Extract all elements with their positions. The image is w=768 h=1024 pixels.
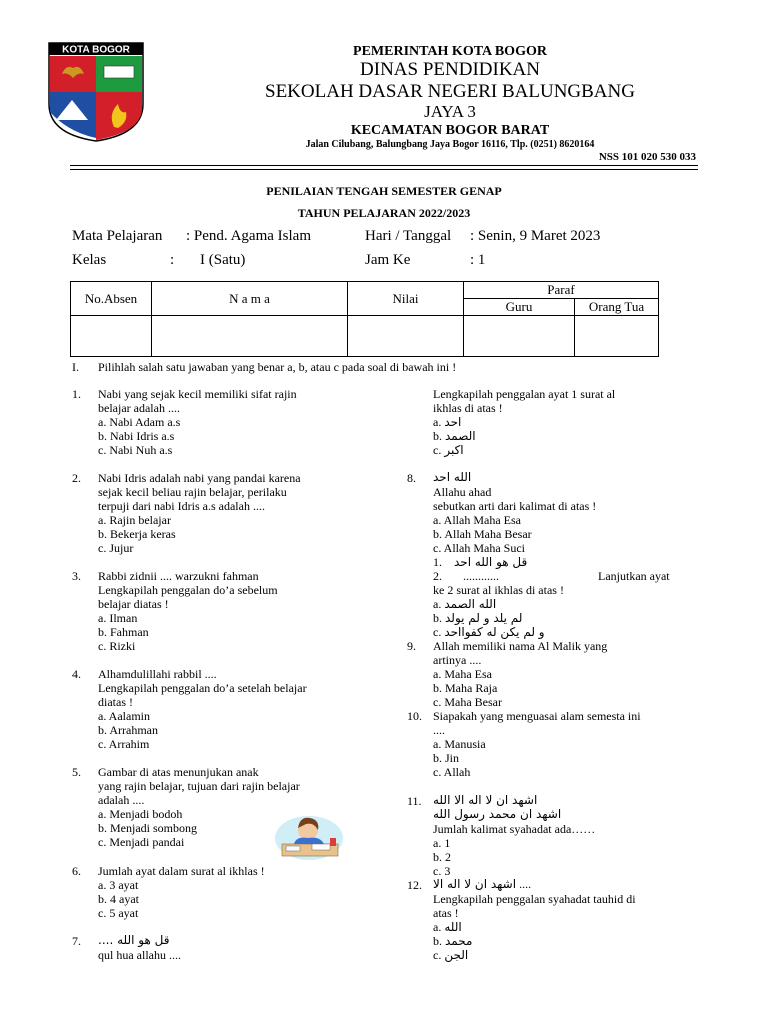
option-a[interactable]: a. Maha Esa — [433, 667, 492, 681]
question-number: 5. — [72, 765, 81, 779]
header-school-number: JAYA 3 — [424, 102, 476, 121]
cell-guru[interactable] — [464, 316, 575, 357]
question-text: .... — [433, 723, 445, 737]
question-text: adalah .... — [98, 793, 145, 807]
question-text: Lengkapilah penggalan ayat 1 surat al — [433, 387, 616, 401]
header-rule — [70, 165, 698, 166]
option-c[interactable]: c. 5 ayat — [98, 906, 139, 920]
question-text: Nabi yang sejak kecil memiliki sifat rajin — [98, 387, 297, 401]
question-number: 7. — [72, 934, 81, 948]
option-b[interactable]: b. Jin — [433, 751, 460, 765]
cell-absen[interactable] — [71, 316, 152, 357]
option-c[interactable]: c. Arrahim — [98, 737, 150, 751]
option-c[interactable]: c. Jujur — [98, 541, 134, 555]
option-a[interactable]: a. 1 — [433, 836, 451, 850]
option-a[interactable]: a. 3 ayat — [98, 878, 139, 892]
question-text: yang rajin belajar, tujuan dari rajin belajar — [98, 779, 300, 793]
option-a[interactable]: a. Menjadi bodoh — [98, 807, 183, 821]
date-value: : Senin, 9 Maret 2023 — [470, 228, 601, 244]
question-number: 8. — [407, 471, 416, 485]
option-c[interactable]: c. Menjadi pandai — [98, 835, 185, 849]
option-b[interactable]: b. Fahman — [98, 625, 149, 639]
hour-value: : 1 — [470, 252, 486, 268]
question-text: diatas ! — [98, 695, 133, 709]
question-text: Allahu ahad — [433, 485, 492, 499]
question-text: Lengkapilah penggalan syahadat tauhid di — [433, 892, 636, 906]
question-number: 3. — [72, 569, 81, 583]
score-table — [70, 281, 659, 357]
question-text: Lengkapilah penggalan do’a setelah belajar — [98, 681, 307, 695]
option-a[interactable]: a. احد — [433, 415, 462, 429]
kota-bogor-logo — [48, 42, 144, 142]
option-b[interactable]: b. Bekerja keras — [98, 527, 176, 541]
question-arabic-text: اشهد ان محمد رسول الله — [433, 807, 562, 821]
question-text: belajar adalah .... — [98, 401, 180, 415]
option-b[interactable]: b. 4 ayat — [98, 892, 139, 906]
question-text: Alhamdulillahi rabbil .... — [98, 667, 217, 681]
header-rule-thin — [70, 169, 698, 170]
option-b[interactable]: b. محمد — [433, 934, 473, 948]
option-a[interactable]: a. الله الصمد — [433, 597, 497, 611]
option-a[interactable]: a. Allah Maha Esa — [433, 513, 521, 527]
question-text: sejak kecil beliau rajin belajar, perilaku — [98, 485, 287, 499]
question-number: 9. — [407, 639, 416, 653]
question-text: terpuji dari nabi Idris a.s adalah .... — [98, 499, 265, 513]
question-text: ke 2 surat al ikhlas di atas ! — [433, 583, 564, 597]
question-number: 4. — [72, 667, 81, 681]
cell-nama[interactable] — [152, 316, 348, 357]
subject-value: : Pend. Agama Islam — [186, 228, 311, 244]
option-c[interactable]: c. Nabi Nuh a.s — [98, 443, 173, 457]
question-text: Lanjutkan ayat — [598, 569, 670, 583]
question-text: sebutkan arti dari kalimat di atas ! — [433, 499, 597, 513]
question-arabic-text: اشهد ان لا اله الا .... — [433, 877, 532, 891]
option-c[interactable]: c. الجن — [433, 948, 469, 962]
option-c[interactable]: c. Rizki — [98, 639, 136, 653]
question-number: 6. — [72, 864, 81, 878]
header-district: KECAMATAN BOGOR BARAT — [350, 123, 550, 138]
date-label: Hari / Tanggal — [365, 228, 452, 244]
question-text: Jumlah kalimat syahadat ada…… — [433, 822, 596, 836]
col-nilai: Nilai — [348, 282, 464, 316]
question-number: 11. — [407, 794, 422, 808]
option-c[interactable]: c. 3 — [433, 864, 451, 878]
col-orang-tua: Orang Tua — [575, 299, 659, 316]
option-a[interactable]: a. Manusia — [433, 737, 486, 751]
col-paraf: Paraf — [464, 282, 659, 299]
exam-title: PENILAIAN TENGAH SEMESTER GENAP — [266, 184, 502, 198]
option-b[interactable]: b. الصمد — [433, 429, 476, 443]
question-number: 2. — [72, 471, 81, 485]
option-c[interactable]: c. و لم يكن له كفوااحد — [433, 625, 545, 639]
cell-orang-tua[interactable] — [575, 316, 659, 357]
header-school-name: SEKOLAH DASAR NEGERI BALUNGBANG — [265, 81, 635, 102]
question-arabic-text: قل هو الله .... — [98, 933, 170, 947]
option-b[interactable]: b. 2 — [433, 850, 451, 864]
question-text: ikhlas di atas ! — [433, 401, 503, 415]
question-text: belajar diatas ! — [98, 597, 169, 611]
col-nama: N a m a — [152, 282, 348, 316]
class-colon: : — [170, 252, 175, 268]
section-number: I. — [72, 360, 79, 374]
col-absen: No.Absen — [71, 282, 152, 316]
option-a[interactable]: a. Aalamin — [98, 709, 150, 723]
question-text: Jumlah ayat dalam surat al ikhlas ! — [98, 864, 265, 878]
question-number: 10. — [407, 709, 422, 723]
option-b[interactable]: b. Nabi Idris a.s — [98, 429, 175, 443]
header-address: Jalan Cilubang, Balungbang Jaya Bogor 16116, Tlp. (0251) 8620164 — [305, 139, 595, 150]
question-text: atas ! — [433, 906, 459, 920]
option-b[interactable]: b. لم يلد و لم يولد — [433, 611, 523, 625]
question-text: Rabbi zidnii .... warzukni fahman — [98, 569, 259, 583]
ayat-line-1: 1. قل هو الله احد — [433, 555, 528, 569]
studying-child-illustration — [272, 808, 346, 862]
class-label: Kelas — [72, 252, 107, 268]
option-c[interactable]: c. اكبر — [433, 443, 464, 457]
header-nss: NSS 101 020 530 033 — [598, 151, 696, 163]
class-value: I (Satu) — [200, 252, 246, 268]
question-text: Gambar di atas menunjukan anak — [98, 765, 259, 779]
option-a[interactable]: a. الله — [433, 920, 462, 934]
option-c[interactable]: c. Maha Besar — [433, 695, 502, 709]
question-number: 1. — [72, 387, 81, 401]
option-a[interactable]: a. Rajin belajar — [98, 513, 171, 527]
hour-label: Jam Ke — [365, 252, 411, 268]
exam-year: TAHUN PELAJARAN 2022/2023 — [297, 206, 471, 220]
question-text: Lengkapilah penggalan do’a sebelum — [98, 583, 278, 597]
ayat-line-2: 2. ............ — [433, 569, 499, 583]
section-instruction: Pilihlah salah satu jawaban yang benar a, b, atau c pada soal di bawah ini ! — [98, 360, 457, 374]
option-b[interactable]: b. Maha Raja — [433, 681, 498, 695]
header-government: PEMERINTAH KOTA BOGOR — [353, 44, 547, 59]
option-c[interactable]: c. Allah Maha Suci — [433, 541, 525, 555]
question-text: Nabi Idris adalah nabi yang pandai karena — [98, 471, 301, 485]
question-text: qul hua allahu .... — [98, 948, 181, 962]
logo-text: KOTA BOGOR — [62, 44, 130, 56]
question-text: artinya .... — [433, 653, 482, 667]
question-text: Allah memiliki nama Al Malik yang — [433, 639, 608, 653]
question-arabic-text: اشهد ان لا اله الا الله — [433, 793, 538, 807]
header-department: DINAS PENDIDIKAN — [360, 59, 540, 80]
option-a[interactable]: a. Nabi Adam a.s — [98, 415, 181, 429]
option-c[interactable]: c. Allah — [433, 765, 471, 779]
option-a[interactable]: a. Ilman — [98, 611, 138, 625]
cell-nilai[interactable] — [348, 316, 464, 357]
option-b[interactable]: b. Allah Maha Besar — [433, 527, 532, 541]
question-arabic-text: الله احد — [433, 470, 472, 484]
option-b[interactable]: b. Arrahman — [98, 723, 158, 737]
subject-label: Mata Pelajaran — [72, 228, 163, 244]
question-number: 12. — [407, 878, 422, 892]
col-guru: Guru — [464, 299, 575, 316]
question-text: Siapakah yang menguasai alam semesta ini — [433, 709, 641, 723]
option-b[interactable]: b. Menjadi sombong — [98, 821, 197, 835]
